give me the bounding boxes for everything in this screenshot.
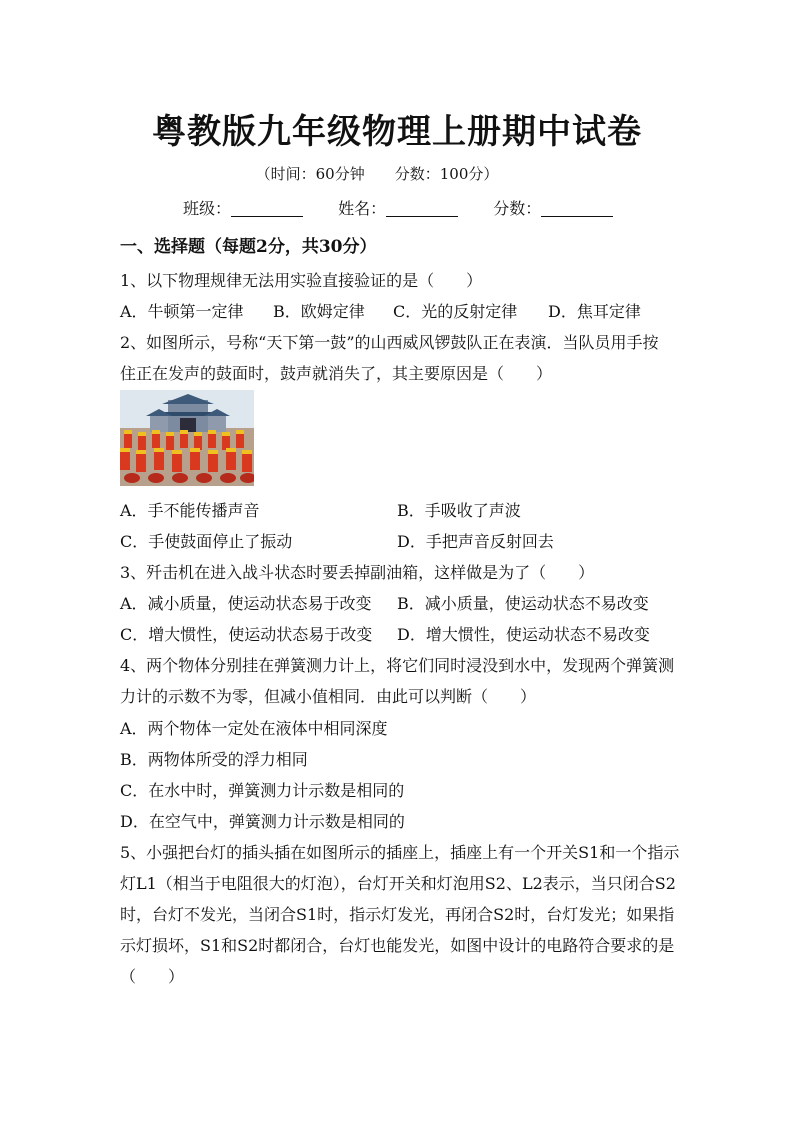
question-5-stem-line3: 时，台灯不发光，当闭合S1时，指示灯发光，再闭合S2时，台灯发光；如果指 (120, 905, 675, 924)
question-4-stem-line2: 力计的示数不为零，但减小值相同．由此可以判断（ ） (120, 687, 537, 706)
question-2-option-b: B．手吸收了声波 (397, 501, 521, 520)
question-5-stem-line1: 5、小强把台灯的插头插在如图所示的插座上，插座上有一个开关S1和一个指示 (120, 843, 680, 862)
name-label: 姓名： (338, 199, 387, 218)
question-1-option-c: C．光的反射定律 (393, 302, 518, 321)
question-2-option-d: D．手把声音反射回去 (397, 532, 554, 551)
question-4-option-a: A．两个物体一定处在液体中相同深度 (120, 719, 388, 738)
section-heading: 一、选择题（每题2分，共30分） (120, 237, 377, 257)
question-1-option-d: D．焦耳定律 (548, 302, 641, 321)
name-blank (386, 200, 458, 217)
question-4-option-d: D．在空气中，弹簧测力计示数是相同的 (120, 812, 405, 831)
question-5-stem-line2: 灯L1（相当于电阻很大的灯泡），台灯开关和灯泡用S2、L2表示，当只闭合S2 (120, 874, 676, 893)
question-3-option-d: D．增大惯性，使运动状态不易改变 (397, 625, 650, 644)
question-3-stem: 3、歼击机在进入战斗状态时要丢掉副油箱，这样做是为了（ ） (120, 563, 595, 582)
drum-performance-photo (120, 390, 254, 486)
question-2-option-a: A．手不能传播声音 (120, 501, 260, 520)
question-5-stem-line5: （ ） (120, 967, 185, 986)
question-2-stem-line2: 住正在发声的鼓面时，鼓声就消失了，其主要原因是（ ） (120, 364, 553, 383)
score-blank (541, 200, 613, 217)
class-blank (231, 200, 303, 217)
question-4-option-b: B．两物体所受的浮力相同 (120, 750, 308, 769)
question-1-option-a: A．牛顿第一定律 (120, 302, 244, 321)
question-3-option-a: A．减小质量，使运动状态易于改变 (120, 594, 372, 613)
question-1-option-b: B．欧姆定律 (273, 302, 365, 321)
question-4-option-c: C．在水中时，弹簧测力计示数是相同的 (120, 781, 405, 800)
question-1-stem: 1、以下物理规律无法用实验直接验证的是（ ） (120, 271, 483, 290)
student-info-row (183, 196, 613, 219)
question-2-option-c: C．手使鼓面停止了振动 (120, 532, 293, 551)
exam-subtitle: （时间：60分钟 分数：100分） (255, 165, 499, 183)
score-label: 分数： (493, 199, 542, 218)
exam-title: 粤教版九年级物理上册期中试卷 (152, 112, 642, 152)
question-3-option-b: B．减小质量，使运动状态不易改变 (397, 594, 649, 613)
question-3-option-c: C．增大惯性，使运动状态易于改变 (120, 625, 373, 644)
question-2-stem-line1: 2、如图所示，号称“天下第一鼓”的山西威风锣鼓队正在表演．当队员用手按 (120, 333, 659, 352)
class-label: 班级： (183, 199, 232, 218)
question-4-stem-line1: 4、两个物体分别挂在弹簧测力计上，将它们同时浸没到水中，发现两个弹簧测 (120, 656, 675, 675)
question-5-stem-line4: 示灯损坏，S1和S2时都闭合，台灯也能发光，如图中设计的电路符合要求的是 (120, 936, 675, 955)
